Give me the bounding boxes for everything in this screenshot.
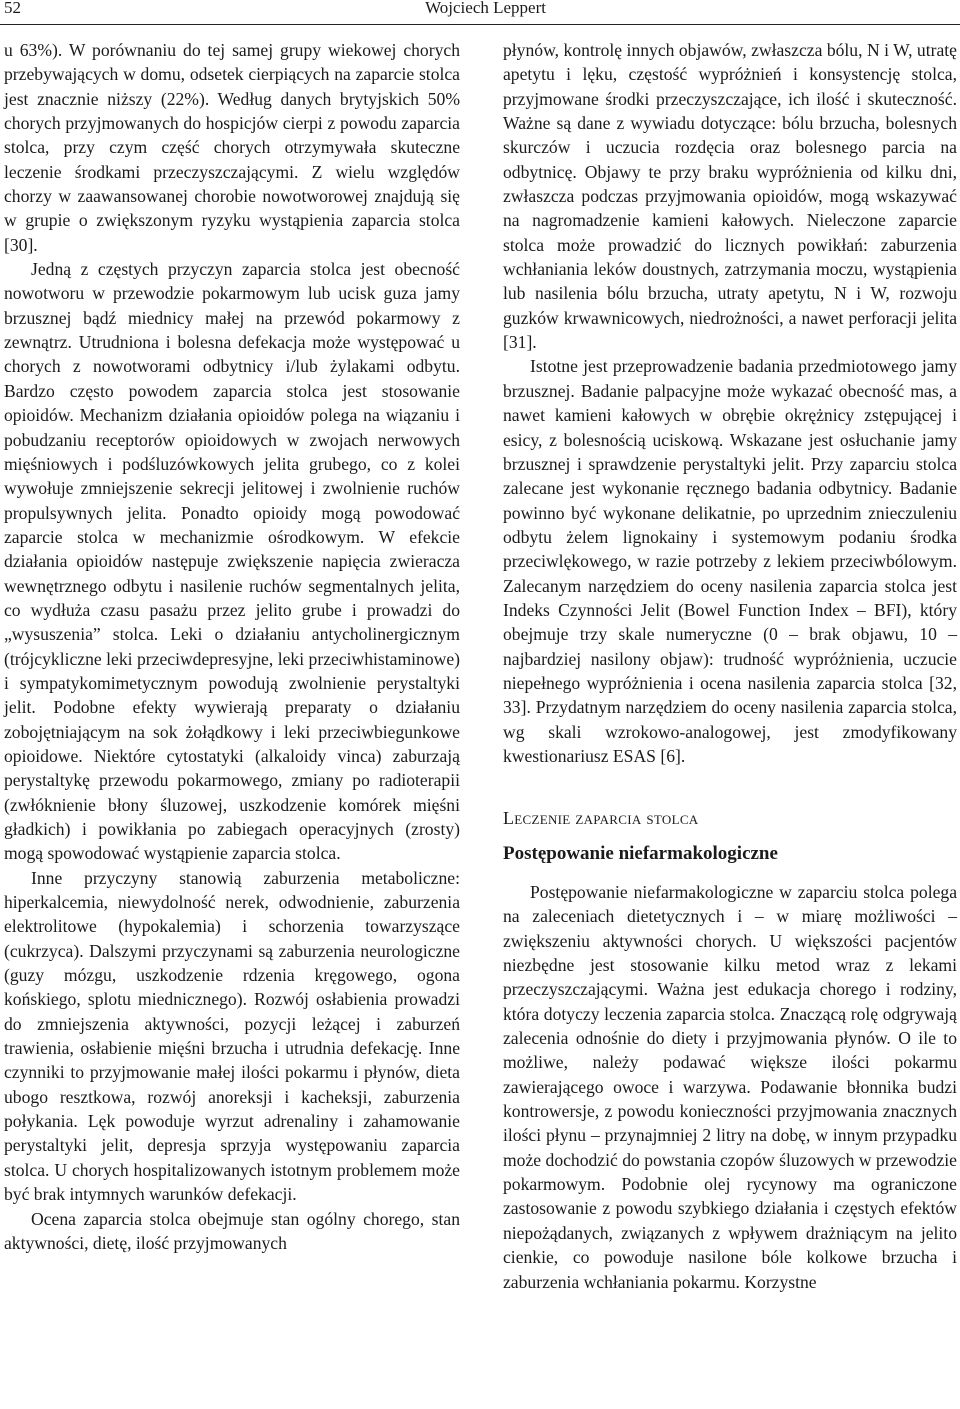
paragraph: u 63%). W porównaniu do tej samej grupy wiekowej chorych przebywających w domu, odsetek cierpiących na zaparcie stolca jest znacznie niższy (22%). Według danych brytyjskich 50% chorych przyjmowanych do hospicjów cierpi z powodu zaparcia stolca, przy czym część chorych otrzymywała skuteczne leczenie środkami przeczyszczającymi. Z wielu względów chorzy w zaawansowanej chorobie nowotworowej znajdują się w grupie o zwiększonym ryzyku wystąpienia zaparcia stolca [30]. <box>4 40 460 255</box>
left-column <box>4 38 460 1255</box>
paragraph: Ocena zaparcia stolca obejmuje stan ogólny chorego, stan aktywności, dietę, ilość przyjmowanych <box>4 1208 460 1253</box>
section-title: Leczenie zaparcia stolca <box>503 808 699 829</box>
paragraph: Jedną z częstych przyczyn zaparcia stolca jest obecność nowotworu w przewodzie pokarmowym lub ucisk guza jamy brzusznej bądź miednicy małej na przewód pokarmowy z zewnątrz. Utrudniona i bolesna defekacja może występować u chorych z nowotworami odbytnicy i/lub żylakami odbytu. Bardzo często powodem zaparcia stolca jest stosowanie opioidów. Mechanizm działania opioidów polega na wiązaniu i pobudzaniu receptorów opioidowych w zwojach nerwowych mięśniowych i podśluzówkowych jelita grubego, co z kolei wywołuje zmniejszenie sekrecji jelitowej i zwolnienie ruchów propulsywnych jelita. Ponadto opioidy mogą powodować zaparcie stolca w mechanizmie ośrodkowym. W efekcie działania opioidów następuje zwiększenie napięcia zwieracza wewnętrznego odbytu i nasilenie ruchów segmentalnych jelita, co wydłuża czasu pasażu przez jelito grube i prowadzi do „wysuszenia” stolca. Leki o działaniu antycholinergicznym (trójcykliczne leki przeciwdepresyjne, leki przeciwhistaminowe) i sympatykomimetycznym powodują zwolnienie perystaltyki jelit. Podobne efekty wywierają preparaty o działaniu zobojętniającym na sok żołądkowy i leki przeciwbiegunkowe opioidowe. Niektóre cytostatyki (alkaloidy vinca) zaburzają perystaltykę przewodu pokarmowego, zmiany po radioterapii (zwłóknienie błony śluzowej, uszkodzenie komórek mięśni gładkich) i powikłania po zabiegach operacyjnych (zrosty) mogą spowodować wystąpienie zaparcia stolca. <box>4 259 460 864</box>
running-author: Wojciech Leppert <box>425 0 546 17</box>
running-header <box>0 0 960 25</box>
subsection-title: Postępowanie niefarmakologiczne <box>503 842 778 864</box>
page-number: 52 <box>4 0 21 17</box>
paragraph: płynów, kontrolę innych objawów, zwłaszcza bólu, N i W, utratę apetytu i lęku, częstość wypróżnień i konsystencję stolca, przyjmowane środki przeczyszczające, ich ilość i skuteczność. Ważne są dane z wywiadu dotyczące: bólu brzucha, bolesnych skurczów i uczucia rozdęcia oraz bolesnego parcia na odbytnicę. Objawy te przy braku wypróżnienia od kilku dni, zwłaszcza podczas przyjmowania opioidów, mogą wskazywać na nagromadzenie kamieni kałowych. Nieleczone zaparcie stolca może prowadzić do licznych powikłań: zaburzenia wchłaniania leków doustnych, zatrzymania moczu, wystąpienia lub nasilenia bólu brzucha, utraty apetytu, N i W, rozwoju guzków krwawnicowych, niedrożności, a nawet perforacji jelita [31]. <box>503 40 957 353</box>
paragraph: Postępowanie niefarmakologiczne w zaparciu stolca polega na zaleceniach dietetycznych i – w miarę możliwości – zwiększeniu aktywności chorych. U większości pacjentów niezbędne jest stosowanie kilku metod wraz z lekami przeczyszczającymi. Ważna jest edukacja chorego i rodziny, która dotyczy leczenia zaparcia stolca. Znaczącą rolę odgrywają zalecenia odnośnie do diety i przyjmowania płynów. O ile to możliwe, należy podawać większe ilości pokarmu zawierającego owoce i warzywa. Podawanie błonnika budzi kontrowersje, z powodu konieczności przyjmowania znacznych ilości płynu – przynajmniej 2 litry na dobę, w innym przypadku może dochodzić do powstania czopów śluzowych w przewodzie pokarmowym. Podobnie olej rycynowy ma ograniczone zastosowanie z powodu szybkiego działania i częstych efektów niepożądanych, związanych z wpływem drażniącym na jelito cienkie, co powoduje nasilone bóle kolkowe brzucha i zaburzenia wchłaniania pokarmu. Korzystne <box>503 882 957 1292</box>
paragraph: Istotne jest przeprowadzenie badania przedmiotowego jamy brzusznej. Badanie palpacyjne może wykazać obecność mas, a nawet kamieni kałowych w obrębie okrężnicy zstępującej i esicy, z bolesnością uciskową. Wskazane jest osłuchanie jamy brzusznej i sprawdzenie perystaltyki jelit. Przy zaparciu stolca zalecane jest wykonanie ręcznego badania odbytnicy. Badanie powinno być wykonane delikatnie, po uprzednim znieczuleniu odbytu żelem lignokainy i systemowym podaniu środka przeciwlękowego, w razie potrzeby z lekiem przeciwbólowym. Zalecanym narzędziem do oceny nasilenia zaparcia stolca jest Indeks Czynności Jelit (Bowel Function Index – BFI), który obejmuje trzy skale numeryczne (0 – brak objawu, 10 – najbardziej nasilony objaw): trudność wypróżnienia, uczucie niepełnego wypróżnienia i ocena nasilenia zaparcia stolca [32, 33]. Przydatnym narzędziem do oceny nasilenia zaparcia stolca, wg skali wzrokowo-analogowej, jest zmodyfikowany kwestionariusz ESAS [6]. <box>503 356 957 766</box>
right-column <box>503 38 957 1294</box>
paragraph: Inne przyczyny stanowią zaburzenia metaboliczne: hiperkalcemia, niewydolność nerek, odwodnienie, zaburzenia elektrolitowe (hypokalemia) i schorzenia towarzyszące (cukrzyca). Dalszymi przyczynami są zaburzenia neurologiczne (guzy mózgu, uszkodzenie rdzenia kręgowego, ogona końskiego, splotu miednicznego). Rozwój osłabienia prowadzi do zmniejszenia aktywności, pozycji leżącej i zaburzeń trawienia, osłabienie mięśni brzucha i utrudnia defekację. Inne czynniki to przyjmowanie małej ilości pokarmu i płynów, dieta ubogo resztkowa, rozwój anoreksji i kacheksji, zaburzenia połykania. Lęk powoduje wyrzut adrenaliny i zahamowanie perystaltyki jelit, depresja sprzyja występowaniu zaparcia stolca. U chorych hospitalizowanych istotnym problemem może być brak intymnych warunków defekacji. <box>4 867 460 1205</box>
